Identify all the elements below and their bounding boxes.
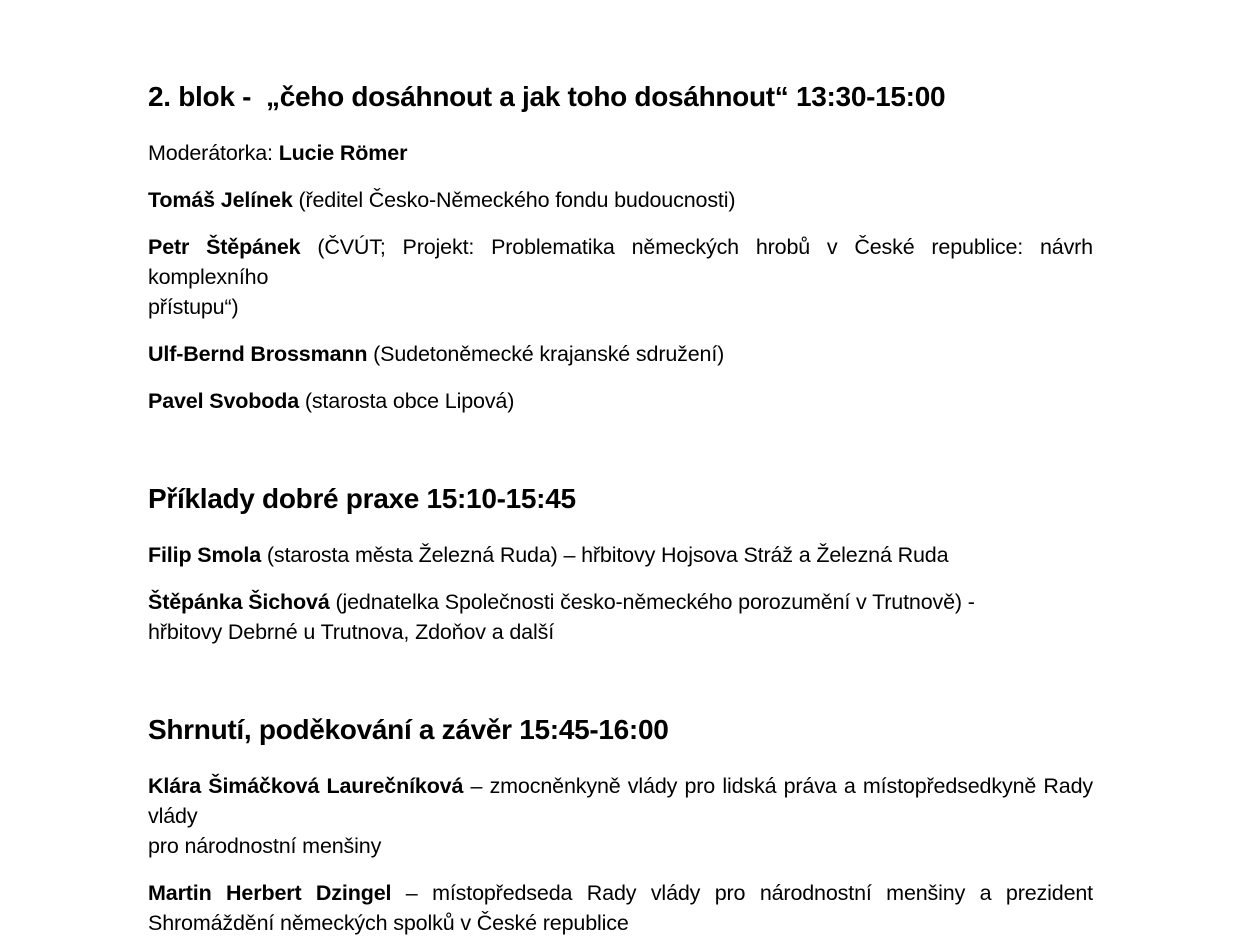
speaker-name: Lucie Römer — [278, 141, 408, 165]
speaker-name: Petr Štěpánek — [148, 235, 301, 259]
text-line — [148, 878, 1093, 908]
section-heading: Shrnutí, poděkování a závěr 15:45-16:00 — [148, 714, 669, 745]
speaker-desc: (ČVÚT; Projekt: Problematika německých hrobů v České republice: návrh komplexního — [148, 235, 1093, 289]
speaker-paragraph — [148, 386, 1093, 416]
speaker-desc: – místopředseda Rady vlády pro národnostní menšiny a prezident — [391, 881, 1094, 905]
speaker-paragraph — [148, 339, 1093, 369]
text-line — [148, 587, 1093, 617]
sections-container — [148, 80, 1093, 938]
agenda-section — [148, 80, 1093, 416]
text-line — [148, 232, 1093, 292]
text-line — [148, 831, 1093, 861]
speaker-desc: (Sudetoněmecké krajanské sdružení) — [367, 342, 725, 366]
agenda-section — [148, 482, 1093, 647]
text-line — [148, 386, 1093, 416]
speaker-desc: – zmocněnkyně vlády pro lidská práva a místopředsedkyně Rady vlády — [148, 774, 1094, 828]
text-line — [148, 617, 1093, 647]
speaker-name: Martin Herbert Dzingel — [148, 881, 392, 905]
section-heading: Příklady dobré praxe 15:10-15:45 — [148, 483, 576, 514]
speaker-desc: Moderátorka: — [148, 141, 279, 165]
speaker-desc: (starosta města Železná Ruda) – hřbitovy Hojsova Stráž a Železná Ruda — [261, 543, 949, 567]
speaker-paragraph — [148, 138, 1093, 168]
speaker-desc: Shromáždění německých spolků v České republice — [148, 911, 629, 935]
speaker-name: Štěpánka Šichová — [148, 590, 330, 614]
text-line — [148, 908, 1093, 938]
speaker-desc: přístupu“) — [148, 295, 239, 319]
speaker-paragraph — [148, 771, 1093, 861]
speaker-name: Filip Smola — [148, 543, 262, 567]
section-heading: 2. blok - „čeho dosáhnout a jak toho dosáhnout“ 13:30-15:00 — [148, 81, 946, 112]
speaker-desc: (jednatelka Společnosti česko-německého porozumění v Trutnově) - — [329, 590, 975, 614]
speaker-desc: pro národnostní menšiny — [148, 834, 382, 858]
speaker-name: Ulf-Bernd Brossmann — [148, 342, 368, 366]
speaker-name: Tomáš Jelínek — [148, 188, 293, 212]
text-line — [148, 185, 1093, 215]
speaker-desc: (ředitel Česko-Německého fondu budoucnosti) — [292, 188, 736, 212]
text-line — [148, 771, 1093, 831]
speaker-name: Klára Šimáčková Laurečníková — [148, 774, 464, 798]
text-line — [148, 138, 1093, 168]
speaker-paragraph — [148, 878, 1093, 938]
speaker-paragraph — [148, 540, 1093, 570]
speaker-paragraph — [148, 185, 1093, 215]
agenda-section — [148, 713, 1093, 938]
speaker-paragraph — [148, 587, 1093, 647]
text-line — [148, 292, 1093, 322]
speaker-desc: hřbitovy Debrné u Trutnova, Zdoňov a další — [148, 620, 555, 644]
speaker-name: Pavel Svoboda — [148, 389, 299, 413]
text-line — [148, 339, 1093, 369]
text-line — [148, 540, 1093, 570]
speaker-paragraph — [148, 232, 1093, 322]
speaker-desc: (starosta obce Lipová) — [299, 389, 515, 413]
